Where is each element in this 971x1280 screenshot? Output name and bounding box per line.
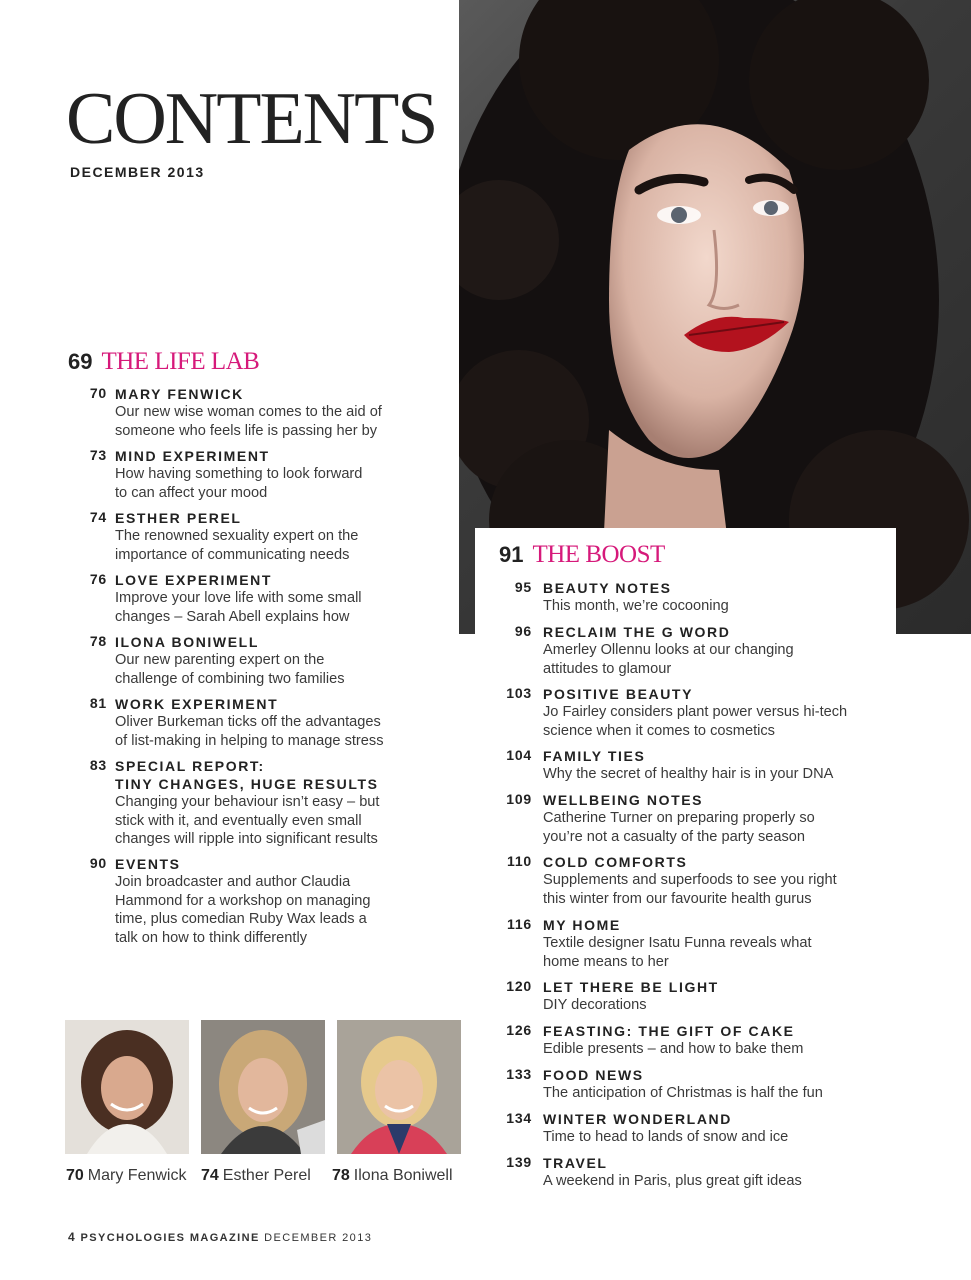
entry-description-line: changes will ripple into significant results: [115, 831, 378, 847]
page-number: 90: [89, 855, 107, 871]
entry-description-line: importance of communicating needs: [115, 546, 350, 563]
toc-entry-beauty-notes[interactable]: [514, 579, 923, 616]
caption-mary-fenwick: [66, 1167, 186, 1185]
entry-description-line: stick with it, and eventually even small: [115, 812, 362, 829]
entry-description-line: Why the secret of healthy hair is in your DNA: [543, 766, 834, 782]
entry-description-line: Join broadcaster and author Claudia: [115, 874, 351, 890]
caption-page-number: 70: [66, 1167, 84, 1184]
entry-description-line: Time to head to lands of snow and ice: [543, 1129, 789, 1145]
entry-heading: BEAUTY NOTES: [543, 580, 672, 596]
entry-description-line: Edible presents – and how to bake them: [543, 1041, 804, 1057]
entry-description-line: Amerley Ollennu looks at our changing: [543, 642, 794, 658]
footer-date: DECEMBER 2013: [264, 1232, 373, 1244]
entry-description-line: someone who feels life is passing her by: [115, 422, 378, 439]
page-number: 83: [89, 757, 107, 773]
entry-heading: MIND EXPERIMENT: [115, 448, 270, 464]
entry-description-line: to can affect your mood: [115, 484, 268, 501]
entry-description-line: Jo Fairley considers plant power versus hi-tech: [543, 704, 848, 720]
page-number: 133: [506, 1066, 532, 1082]
caption-name: Esther Perel: [222, 1167, 311, 1184]
toc-entry-special-report[interactable]: [89, 757, 435, 849]
entry-description-line: home means to her: [543, 953, 669, 970]
toc-entry-reclaim-the-g-word[interactable]: [514, 623, 923, 678]
entry-heading: MY HOME: [543, 917, 621, 933]
entry-description-line: changes – Sarah Abell explains how: [115, 608, 350, 625]
toc-entry-love-experiment[interactable]: [89, 571, 435, 626]
page-number: 116: [507, 916, 532, 932]
life-lab-header: [68, 348, 259, 376]
entry-description-line: challenge of combining two families: [115, 670, 345, 687]
entry-heading: MARY FENWICK: [115, 386, 244, 402]
entry-heading: FAMILY TIES: [543, 748, 646, 764]
ilona-boniwell-photo: [337, 1020, 461, 1154]
entry-description-line: you’re not a casualty of the party season: [543, 828, 806, 845]
toc-entry-cold-comforts[interactable]: [507, 853, 923, 908]
entry-heading: WINTER WONDERLAND: [543, 1111, 732, 1127]
page-number: 110: [507, 853, 532, 869]
entry-heading: LOVE EXPERIMENT: [115, 572, 273, 588]
toc-entry-my-home[interactable]: [507, 916, 923, 971]
issue-date: DECEMBER 2013: [70, 164, 205, 180]
toc-entry-work-experiment[interactable]: [89, 695, 435, 750]
caption-page-number: 74: [201, 1167, 219, 1184]
toc-entry-events[interactable]: [89, 855, 435, 947]
toc-entry-mind-experiment[interactable]: [89, 447, 435, 502]
page-title: CONTENTS: [66, 78, 437, 160]
toc-entry-ilona-boniwell[interactable]: [89, 633, 435, 688]
entry-description-line: Changing your behaviour isn’t easy – but: [115, 794, 380, 810]
page-number: 78: [89, 633, 107, 649]
page-number: 139: [506, 1154, 532, 1170]
entry-heading: POSITIVE BEAUTY: [543, 686, 694, 702]
entry-heading: ESTHER PEREL: [115, 510, 242, 526]
page-number: 104: [506, 747, 532, 763]
page-number: 134: [506, 1110, 532, 1126]
entry-heading: WELLBEING NOTES: [543, 792, 704, 808]
entry-heading: RECLAIM THE G WORD: [543, 624, 731, 640]
toc-entry-positive-beauty[interactable]: [506, 685, 923, 740]
life-lab-section-number: 69: [68, 349, 93, 374]
life-lab-section-title: THE LIFE LAB: [101, 348, 260, 375]
entry-description-line: this winter from our favourite health gurus: [543, 890, 812, 907]
page-number: 95: [514, 579, 532, 595]
entry-heading: TRAVEL: [543, 1155, 608, 1171]
entry-heading: ILONA BONIWELL: [115, 634, 259, 650]
toc-entry-travel[interactable]: [506, 1154, 923, 1191]
boost-section-number: 91: [499, 542, 524, 567]
entry-heading: COLD COMFORTS: [543, 854, 688, 870]
toc-entry-wellbeing-notes[interactable]: [506, 791, 923, 846]
caption-name: Mary Fenwick: [87, 1167, 187, 1184]
boost-header: [499, 541, 665, 569]
entry-description-line: Catherine Turner on preparing properly so: [543, 810, 815, 826]
entry-description-line: Our new parenting expert on the: [115, 652, 325, 668]
toc-entry-esther-perel[interactable]: [89, 509, 435, 564]
page-number: 76: [89, 571, 107, 587]
boost-section-title: THE BOOST: [532, 541, 665, 568]
entry-description-line: Hammond for a workshop on managing: [115, 892, 371, 909]
page-number: 126: [506, 1022, 532, 1038]
page-number: 70: [89, 385, 107, 401]
entry-heading: FOOD NEWS: [543, 1067, 644, 1083]
page-number: 120: [506, 978, 532, 994]
page-footer: [68, 1230, 372, 1244]
entry-heading: FEASTING: THE GIFT OF CAKE: [543, 1023, 795, 1039]
entry-description-line: science when it comes to cosmetics: [543, 722, 775, 739]
toc-entry-family-ties[interactable]: [506, 747, 923, 784]
footer-page-number: 4: [68, 1230, 77, 1244]
page-number: 74: [89, 509, 107, 525]
entry-heading: LET THERE BE LIGHT: [543, 979, 719, 995]
entry-description-line: attitudes to glamour: [543, 660, 672, 677]
entry-description-line: Supplements and superfoods to see you right: [543, 872, 837, 888]
entry-description-line: This month, we’re cocooning: [543, 598, 729, 614]
esther-perel-photo: [201, 1020, 325, 1154]
entry-heading: WORK EXPERIMENT: [115, 696, 279, 712]
caption-page-number: 78: [332, 1167, 350, 1184]
toc-entry-let-there-be-light[interactable]: [506, 978, 923, 1015]
entry-description-line: The anticipation of Christmas is half the fun: [543, 1085, 823, 1101]
entry-description-line: Improve your love life with some small: [115, 590, 362, 606]
entry-description-line: talk on how to think differently: [115, 929, 307, 946]
toc-entry-mary-fenwick[interactable]: [89, 385, 435, 440]
entry-description-line: of list-making in helping to manage stress: [115, 732, 384, 749]
entry-description-line: DIY decorations: [543, 997, 647, 1013]
entry-description-line: The renowned sexuality expert on the: [115, 528, 359, 544]
entry-description-line: A weekend in Paris, plus great gift ideas: [543, 1173, 802, 1189]
entry-description-line: Oliver Burkeman ticks off the advantages: [115, 714, 381, 730]
mary-fenwick-photo: [65, 1020, 189, 1154]
caption-name: Ilona Boniwell: [353, 1167, 453, 1184]
caption-esther-perel: [201, 1167, 311, 1185]
entry-description-line: time, plus comedian Ruby Wax leads a: [115, 911, 367, 927]
page-number: 81: [89, 695, 107, 711]
page-number: 103: [506, 685, 532, 701]
entry-heading-second-line: TINY CHANGES, HUGE RESULTS: [115, 776, 379, 792]
page-number: 109: [506, 791, 532, 807]
toc-entry-feasting[interactable]: [506, 1022, 923, 1059]
toc-entry-food-news[interactable]: [506, 1066, 923, 1103]
entry-heading: EVENTS: [115, 856, 181, 872]
page-number: 73: [89, 447, 107, 463]
entry-description-line: How having something to look forward: [115, 466, 363, 482]
entry-description-line: Textile designer Isatu Funna reveals what: [543, 935, 812, 951]
entry-heading: SPECIAL REPORT:: [115, 758, 265, 774]
page-number: 96: [514, 623, 532, 639]
caption-ilona-boniwell: [332, 1167, 453, 1185]
toc-entry-winter-wonderland[interactable]: [506, 1110, 923, 1147]
footer-magazine-name: PSYCHOLOGIES MAGAZINE: [80, 1232, 260, 1244]
entry-description-line: Our new wise woman comes to the aid of: [115, 404, 382, 420]
